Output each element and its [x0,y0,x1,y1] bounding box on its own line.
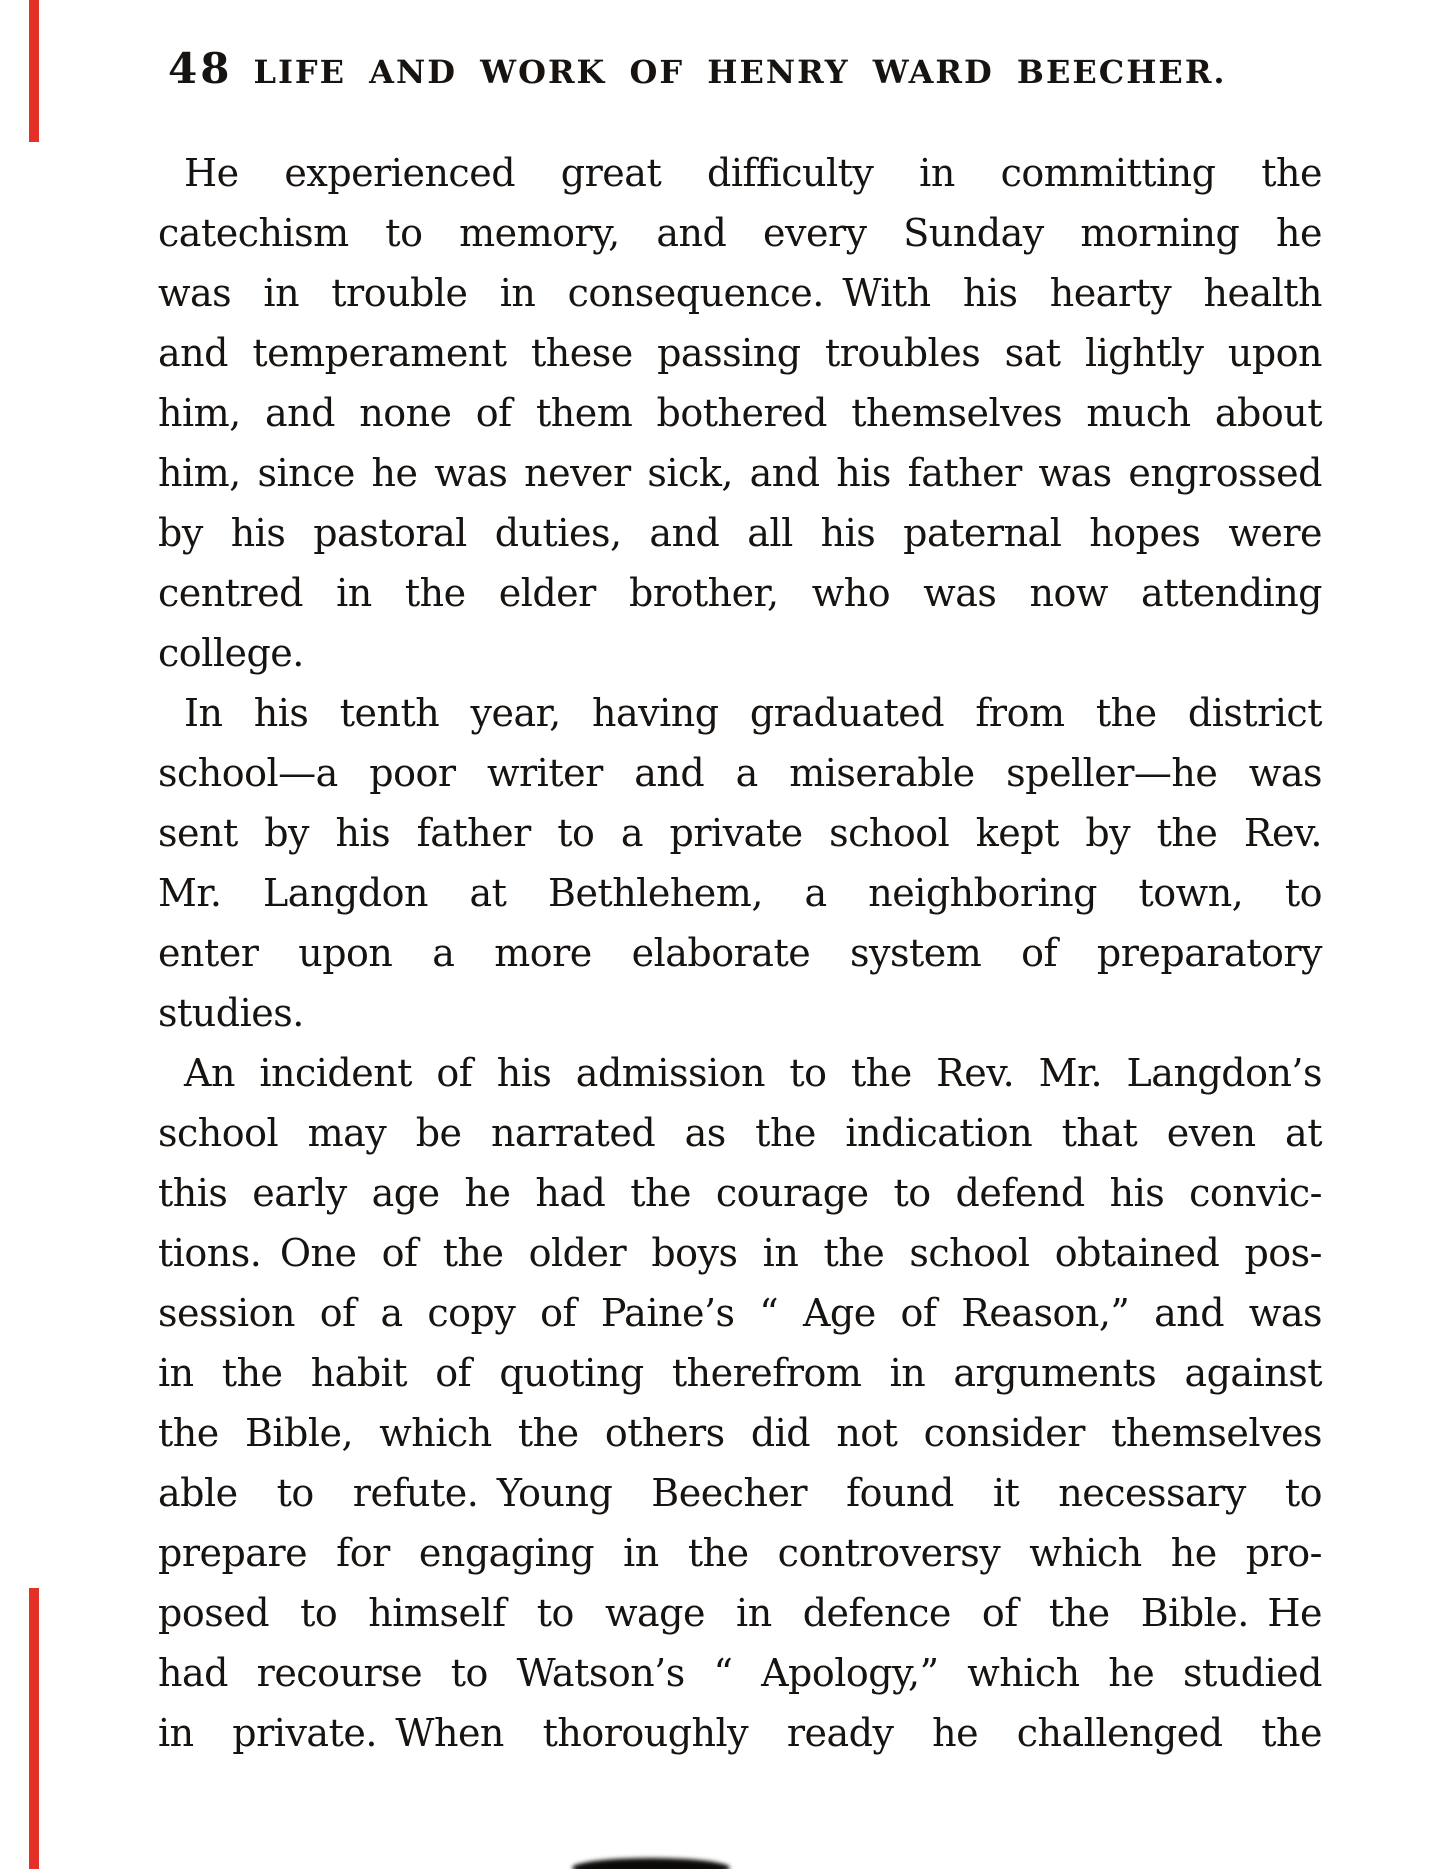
text-line: session of a copy of Paine’s “ Age of Reason,” and was [158,1291,1322,1335]
text-line: the Bible, which the others did not consider themselves [158,1411,1322,1455]
text-line: school may be narrated as the indication that even at [158,1111,1322,1155]
text-line: posed to himself to wage in defence of the Bible. He [158,1591,1322,1635]
text-line: able to refute. Young Beecher found it necessary to [158,1471,1322,1515]
scan-edge-mark-bottom [29,1588,39,1869]
running-title: LIFE AND WORK OF HENRY WARD BEECHER. [253,53,1227,91]
scan-edge-mark-top [29,0,39,142]
text-line: prepare for engaging in the controversy which he pro- [158,1531,1322,1575]
text-line: was in trouble in consequence. With his hearty health [158,271,1322,315]
text-line: enter upon a more elaborate system of preparatory [158,931,1322,975]
text-line: Mr. Langdon at Bethlehem, a neighboring town, to [158,871,1322,915]
text-line: this early age he had the courage to defend his convic- [158,1171,1322,1215]
text-line: studies. [158,991,304,1035]
text-line: In his tenth year, having graduated from the district [184,691,1322,735]
text-line: by his pastoral duties, and all his paternal hopes were [158,511,1322,555]
text-line: tions. One of the older boys in the school obtained pos- [158,1231,1322,1275]
text-line: him, since he was never sick, and his father was engrossed [158,451,1322,495]
text-line: him, and none of them bothered themselves much about [158,391,1322,435]
text-line: An incident of his admission to the Rev. Mr. Langdon’s [184,1051,1322,1095]
text-line: school—a poor writer and a miserable speller—he was [158,751,1322,795]
page-body [158,143,1322,1763]
text-line: in private. When thoroughly ready he challenged the [158,1711,1322,1755]
text-line: in the habit of quoting therefrom in arguments against [158,1351,1322,1395]
text-line: had recourse to Watson’s “ Apology,” which he studied [158,1651,1322,1695]
text-line: catechism to memory, and every Sunday morning he [158,211,1322,255]
running-header [158,40,1322,98]
page-number: 48 [168,44,233,93]
text-line: and temperament these passing troubles sat lightly upon [158,331,1322,375]
text-line: He experienced great difficulty in committing the [184,151,1322,195]
text-line: sent by his father to a private school kept by the Rev. [158,811,1322,855]
scan-gutter-smudge [572,1858,730,1869]
text-line: college. [158,631,304,675]
text-line: centred in the elder brother, who was now attending [158,571,1322,615]
